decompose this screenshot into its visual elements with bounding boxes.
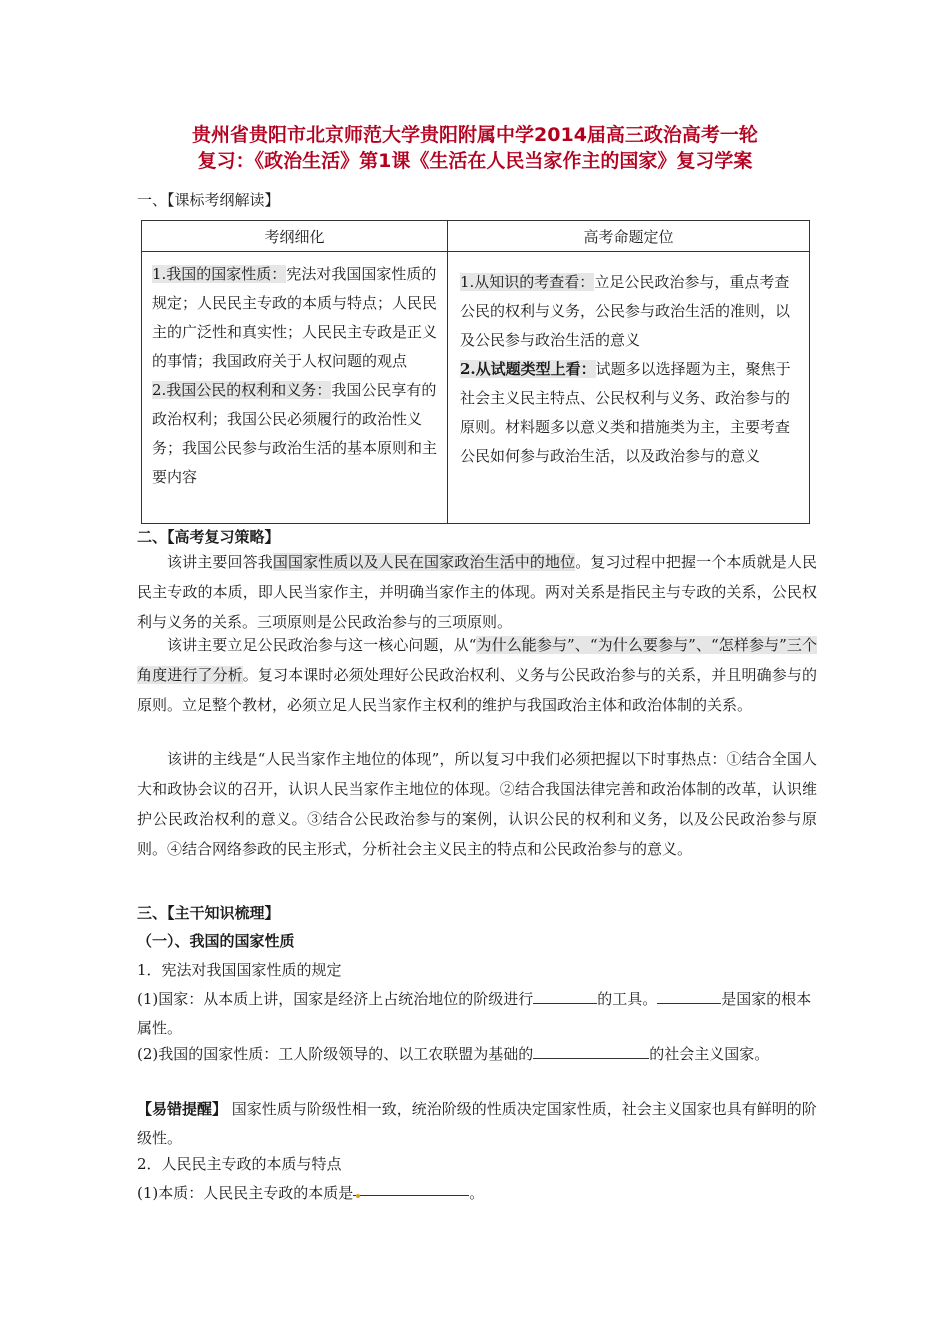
section1-heading: 一、【课标考纲解读】 xyxy=(137,191,280,209)
knowledge-item-2: 2．人民民主专政的本质与特点 xyxy=(137,1155,342,1173)
item1-2-text-a: (2)我国的国家性质：工人阶级领导的、以工农联盟为基础的 xyxy=(137,1045,534,1063)
table-header-syllabus: 考纲细化 xyxy=(142,221,448,252)
strategy-paragraph-3: 该讲的主线是“人民当家作主地位的体现”，所以复习中我们必须把握以下时事热点：①结合全国人大和政协会议的召开，认识人民当家作主地位的体现。②结合我国法律完善和政治体制的改革，认识维护公民政治权利的意义。③结合公民政治参与的案例，认识公民的权利和义务，以及公民政治参与原则。④结合网络参政的民主形式，分析社会主义民主的特点和公民政治参与的意义。 xyxy=(137,750,817,858)
table-cell-syllabus xyxy=(142,252,448,524)
syllabus-item2-text: 我国公民享有的政治权利；我国公民必须履行的政治性义务；我国公民参与政治生活的基本原则和主要内容 xyxy=(152,381,438,486)
tip-label: 【易错提醒】 xyxy=(137,1100,228,1118)
focus-item1-label: 1.从知识的考查看： xyxy=(460,273,595,291)
item2-1-text-b: 。 xyxy=(469,1184,485,1202)
subsection1-heading: （一）、我国的国家性质 xyxy=(137,932,295,950)
item1-1-text-a: (1)国家：从本质上讲，国家是经济上占统治地位的阶级进行 xyxy=(137,990,534,1008)
item1-2-text-b: 的社会主义国家。 xyxy=(649,1045,770,1063)
title-line-2: 复习：《政治生活》第1课《生活在人民当家作主的国家》复习学案 xyxy=(197,150,753,172)
tip-text: 国家性质与阶级性相一致，统治阶级的性质决定国家性质，社会主义国家也具有鲜明的阶级性。 xyxy=(137,1100,817,1147)
knowledge-item-1-2 xyxy=(137,1040,817,1069)
p1-highlight: 国国家性质以及人民在国家政治生活中的地位 xyxy=(272,553,576,571)
p2-lead: 该讲主要立足公民政治参与这一核心问题，从“ xyxy=(167,636,477,654)
fill-blank[interactable] xyxy=(353,1179,469,1196)
error-tip xyxy=(137,1095,817,1153)
item2-1-text-a: (1)本质：人民民主专政的本质是 xyxy=(137,1184,354,1202)
p2-rest: 。复习本课时必须处理好公民政治权利、义务与公民政治参与的关系，并且明确参与的原则。立足整个教材，必须立足人民当家作主权利的维护与我国政治主体和政治体制的关系。 xyxy=(137,666,817,714)
title-line-1: 贵州省贵阳市北京师范大学贵阳附属中学2014届高三政治高考一轮 xyxy=(192,124,758,146)
syllabus-item1-text: 宪法对我国国家性质的规定；人民民主专政的本质与特点；人民民主的广泛性和真实性；人民民主专政是正义的事情；我国政府关于人权问题的观点 xyxy=(152,265,438,370)
knowledge-item-1: 1．宪法对我国国家性质的规定 xyxy=(137,961,342,979)
strategy-paragraph-1 xyxy=(137,547,817,637)
p1-rest: 。复习过程中把握一个本质就是人民民主专政的本质，即人民当家作主，并明确当家作主的体现。两对关系是指民主与专政的关系，公民权利与义务的关系。三项原则是公民政治参与的三项原则。 xyxy=(137,553,817,631)
item1-1-text-b: 的工具。 xyxy=(597,990,658,1008)
table-cell-exam-focus xyxy=(448,252,810,524)
fill-blank[interactable] xyxy=(657,987,721,1004)
section2-heading: 二、【高考复习策略】 xyxy=(137,528,280,546)
syllabus-table xyxy=(141,220,810,524)
p1-lead: 该讲主要回答我 xyxy=(167,553,273,571)
document-title xyxy=(120,122,830,174)
marker-dot-icon xyxy=(356,1194,360,1198)
focus-item2-label: 2.从试题类型上看： xyxy=(460,360,596,378)
syllabus-item1-label: 1.我国的国家性质： xyxy=(152,265,287,283)
table-header-exam-focus: 高考命题定位 xyxy=(448,221,810,252)
focus-item2-text: 试题多以选择题为主，聚焦于社会主义民主特点、公民权利与义务、政治参与的原则。材料题多以意义类和措施类为主，主要考查公民如何参与政治生活，以及政治参与的意义 xyxy=(460,360,791,465)
p2-highlight: 为什么能参与”、“为什么要参与”、“怎样参与”三个角度进行了分析 xyxy=(137,636,817,684)
knowledge-item-2-1 xyxy=(137,1179,817,1207)
knowledge-item-1-1 xyxy=(137,985,817,1043)
fill-blank[interactable] xyxy=(533,1042,649,1059)
strategy-paragraph-2 xyxy=(137,630,817,720)
section3-heading: 三、【主干知识梳理】 xyxy=(137,904,280,922)
fill-blank[interactable] xyxy=(533,987,597,1004)
item1-1-text-c: 是国家的根本属性。 xyxy=(137,990,812,1037)
syllabus-item2-label: 2.我国公民的权利和义务： xyxy=(152,381,332,399)
focus-item1-text: 立足公民政治参与，重点考查公民的权利与义务，公民参与政治生活的准则，以及公民参与政治生活的意义 xyxy=(460,273,791,349)
